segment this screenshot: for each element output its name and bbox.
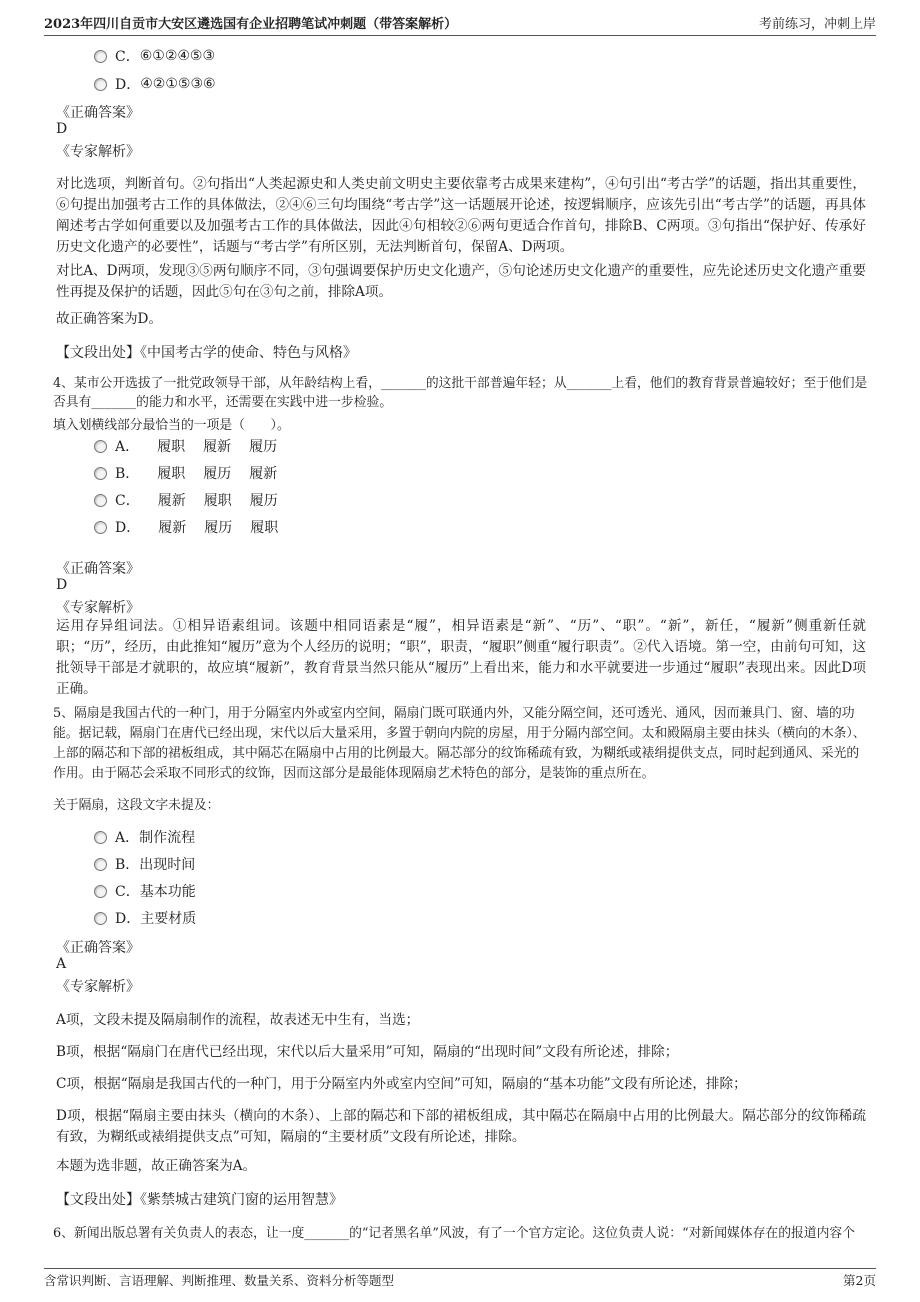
- q4-option-a[interactable]: [94, 436, 277, 456]
- option-word: 履历: [204, 520, 233, 536]
- option-text: ⑥①②④⑤③: [139, 48, 216, 64]
- q4-option-b[interactable]: [94, 463, 277, 483]
- radio-icon[interactable]: [94, 912, 107, 925]
- option-label: C．: [115, 493, 140, 509]
- page-number: 第2页: [843, 1273, 876, 1288]
- q5-analysis-d: D项，根据“隔扇主要由抹头（横向的木条）、上部的隔芯和下部的裙板组成，其中隔芯在隔扇中占用的比例最大。隔芯部分的纹饰稀疏有致，为糊纸或裱绢提供支点”可知，隔扇的“主要材质”文段有所论述，排除。: [56, 1108, 866, 1145]
- q5-analysis-c: C项，根据“隔扇是我国古代的一种门，用于分隔室内外或室内空间”可知，隔扇的“基本功能”文段有所论述，排除；: [56, 1076, 747, 1092]
- option-word: 履新: [249, 466, 278, 482]
- page-header: [44, 10, 876, 36]
- q5-option-c[interactable]: [94, 881, 196, 901]
- q4-prompt: 填入划横线部分最恰当的一项是（ ）。: [53, 418, 290, 433]
- q3-source: 【文段出处】《中国考古学的使命、特色与风格》: [56, 345, 357, 361]
- q3-option-c[interactable]: [94, 46, 215, 66]
- radio-icon[interactable]: [94, 831, 107, 844]
- option-text: 制作流程: [139, 830, 196, 846]
- radio-icon[interactable]: [94, 521, 107, 534]
- option-text: 基本功能: [139, 884, 196, 900]
- header-title: 2023年四川自贡市大安区遴选国有企业招聘笔试冲刺题（带答案解析）: [44, 17, 458, 32]
- header-slogan: 考前练习，冲刺上岸: [758, 17, 876, 32]
- option-label: D．: [115, 911, 141, 927]
- q5-analysis-heading: 《专家解析》: [56, 979, 140, 995]
- q4-answer: D: [56, 577, 68, 593]
- radio-icon[interactable]: [94, 440, 107, 453]
- option-text: ④②①⑤③⑥: [140, 76, 216, 92]
- option-word: 履职: [157, 439, 186, 455]
- page-footer: [44, 1268, 876, 1291]
- option-label: A．: [115, 439, 140, 455]
- q3-analysis-p3: 故正确答案为D。: [56, 311, 163, 327]
- q5-analysis-conclusion: 本题为选非题，故正确答案为A。: [56, 1158, 257, 1174]
- q4-option-d[interactable]: [94, 517, 278, 537]
- option-word: 履历: [249, 493, 278, 509]
- q5-option-a[interactable]: [94, 827, 195, 847]
- q5-analysis-b: B项，根据“隔扇门在唐代已经出现，宋代以后大量采用”可知，隔扇的“出现时间”文段有所论述，排除；: [56, 1044, 679, 1060]
- q6-stem: 6、新闻出版总署有关负责人的表态，让一度_______的“记者黑名单”风波，有了一个官方定论。这位负责人说：“对新闻媒体存在的报道内容个: [53, 1226, 855, 1241]
- q5-analysis-a: A项，文段未提及隔扇制作的流程，故表述无中生有，当选；: [56, 1012, 420, 1028]
- q3-analysis-p2: 对比A、D两项，发现③⑤两句顺序不同，③句强调要保护历史文化遗产，⑤句论述历史文化遗产的重要性，应先论述历史文化遗产重要性再提及保护的话题，因此⑤句在③句之前，排除A项。: [56, 263, 866, 300]
- option-word: 履新: [157, 493, 186, 509]
- radio-icon[interactable]: [94, 467, 107, 480]
- q4-analysis-heading: 《专家解析》: [56, 600, 140, 616]
- option-label: C．: [115, 49, 140, 65]
- q5-stem: 5、隔扇是我国古代的一种门，用于分隔室内外或室内空间，隔扇门既可联通内外，又能分隔空间，还可透光、通风，因而兼具门、窗、墙的功能。据记载，隔扇门在唐代已经出现，宋代以后大量采用，多置于朝向内院的房屋，用于分隔内部空间。太和殿隔扇主要由抹头（横向的木条）、上部的隔芯和下部的裙板组成，其中隔芯在隔扇中占用的比例最大。隔芯部分的纹饰稀疏有致，为糊纸或裱绢提供支点，同时起到通风、采光的作用。由于隔芯会采取不同形式的纹饰，因而这部分是最能体现隔扇艺术特色的部分，是装饰的重点所在。: [53, 706, 866, 781]
- footer-description: 含常识判断、言语理解、判断推理、数量关系、资料分析等题型: [44, 1273, 395, 1288]
- option-label: D．: [115, 77, 141, 93]
- option-text: 出现时间: [139, 857, 196, 873]
- option-label: B．: [115, 466, 140, 482]
- option-word: 履历: [203, 466, 232, 482]
- option-label: B．: [115, 857, 140, 873]
- option-word: 履新: [203, 439, 232, 455]
- q3-option-d[interactable]: [94, 74, 216, 94]
- q4-stem: 4、某市公开选拔了一批党政领导干部，从年龄结构上看，_______的这批干部普遍年轻；从_______上看，他们的教育背景普遍较好；至于他们是否具有_______的能力和水平，还需要在实践中进一步检验。: [53, 376, 868, 410]
- radio-icon[interactable]: [94, 50, 107, 63]
- q5-option-d[interactable]: [94, 908, 196, 928]
- option-label: D．: [115, 520, 141, 536]
- q5-answer: A: [56, 956, 67, 972]
- radio-icon[interactable]: [94, 858, 107, 871]
- q5-answer-heading: 《正确答案》: [56, 940, 140, 956]
- q4-analysis: 运用存异组词法。①相异语素组词。该题中相同语素是“履”，相异语素是“新”、“历”、“职”。“新”，新任，“履新”侧重新任就职；“历”，经历，由此推知“履历”意为个人经历的说明；“职”，职责，“履职”侧重“履行职责”。②代入语境。第一空，由前句可知，这批领导干部是才就职的，故应填“履新”，教育背景当然只能从“履历”上看出来，能力和水平就要进一步通过“履职”表现出来。因此D项正确。: [56, 618, 866, 697]
- option-word: 履职: [157, 466, 186, 482]
- radio-icon[interactable]: [94, 885, 107, 898]
- q5-prompt: 关于隔扇，这段文字未提及：: [53, 798, 220, 813]
- option-word: 履职: [250, 520, 279, 536]
- q3-analysis-p1: 对比选项，判断首句。②句指出“人类起源史和人类史前文明史主要依靠考古成果来建构”，④句引出“考古学”的话题，指出其重要性，⑥句提出加强考古工作的具体做法，②④⑥三句均围绕“考古学”这一话题展开论述，按逻辑顺序，应该先引出“考古学”的话题，再具体阐述考古学如何重要以及加强考古工作的具体做法，因此④句相较②⑥两句更适合作首句，排除B、C两项。③句指出“保护好、传承好历史文化遗产的必要性”，话题与“考古学”有所区别，无法判断首句，保留A、D两项。: [56, 176, 866, 255]
- radio-icon[interactable]: [94, 78, 107, 91]
- q3-answer-heading: 《正确答案》: [56, 105, 140, 121]
- option-word: 履职: [203, 493, 232, 509]
- option-word: 履新: [158, 520, 187, 536]
- q3-analysis-heading: 《专家解析》: [56, 144, 140, 160]
- q5-source: 【文段出处】《紫禁城古建筑门窗的运用智慧》: [56, 1192, 343, 1208]
- option-label: C．: [115, 884, 140, 900]
- q4-option-c[interactable]: [94, 490, 278, 510]
- option-text: 主要材质: [140, 911, 197, 927]
- radio-icon[interactable]: [94, 494, 107, 507]
- q4-answer-heading: 《正确答案》: [56, 561, 140, 577]
- q3-answer: D: [56, 121, 68, 137]
- q5-option-b[interactable]: [94, 854, 195, 874]
- option-label: A．: [115, 830, 140, 846]
- option-word: 履历: [249, 439, 278, 455]
